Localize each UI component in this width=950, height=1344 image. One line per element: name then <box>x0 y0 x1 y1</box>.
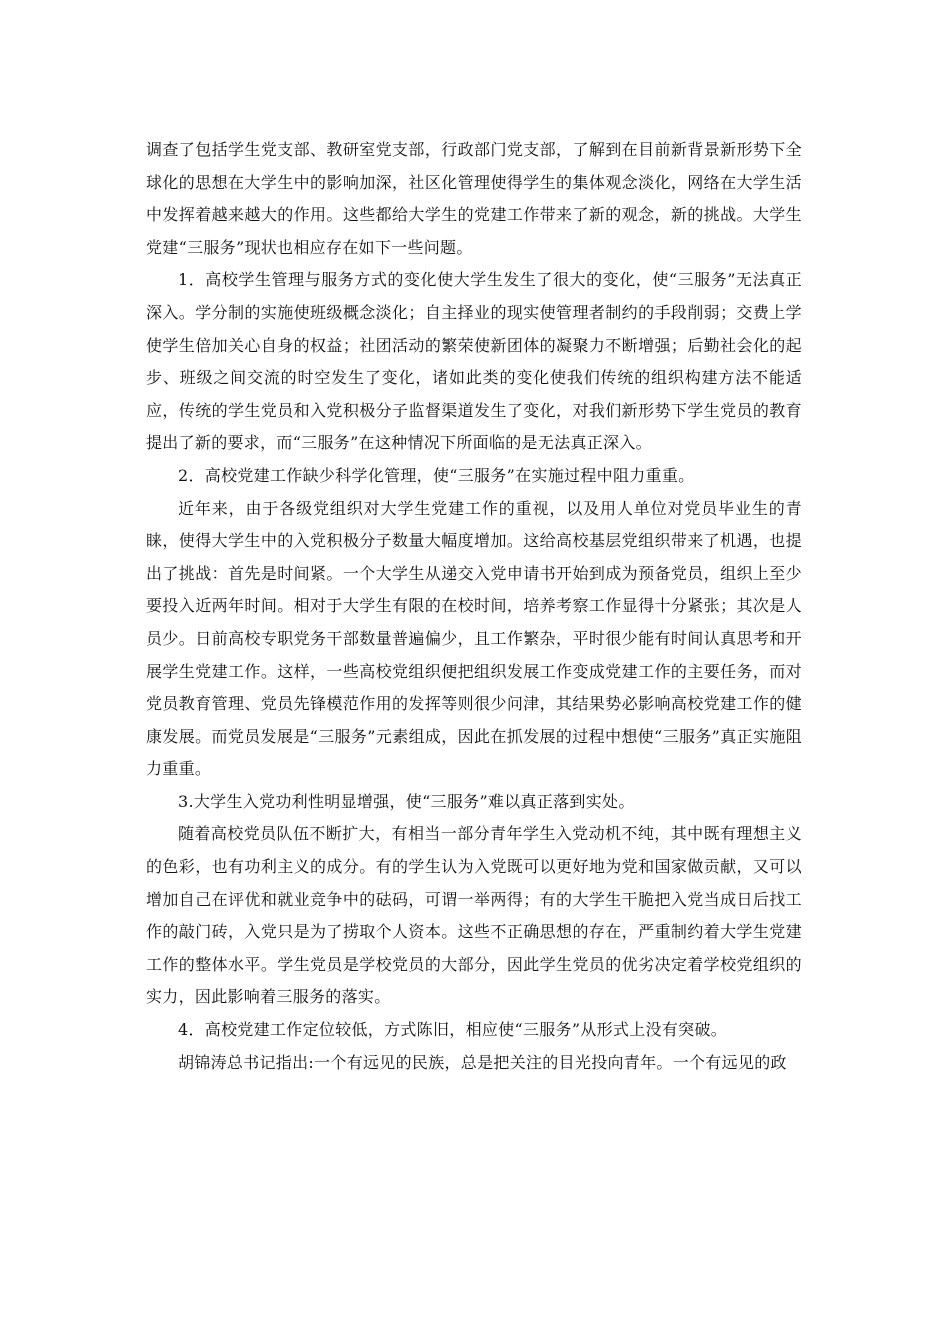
paragraph-point-2-heading: 2．高校党建工作缺少科学化管理，使“三服务”在实施过程中阻力重重。 <box>178 465 695 485</box>
paragraph-point-4-heading: 4．高校党建工作定位较低，方式陈旧，相应使“三服务”从形式上没有突破。 <box>178 1020 728 1040</box>
paragraph-point-2-body: 近年来，由于各级党组织对大学生党建工作的重视，以及用人单位对党员毕业生的青睐，使得大学生中的入党积极分子数量大幅度增加。这给高校基层党组织带来了机遇，也提出了挑战：首先是时间紧。一个大学生从递交入党申请书开始到成为预备党员，组织上至少要投入近两年时间。相对于大学生有限的在校时间，培养考察工作显得十分紧张；其次是人员少。日前高校专职党务干部数量普遍偏少，且工作繁杂，平时很少能有时间认真思考和开展学生党建工作。这样，一些高校党组织便把组织发展工作变成党建工作的主要任务，而对党员教育管理、党员先锋模范作用的发挥等则很少问津，其结果势必影响高校党建工作的健康发展。而党员发展是“三服务”元素组成，因此在抓发展的过程中想使“三服务”真正实施阻力重重。 <box>146 498 802 779</box>
paragraph-point-4-body: 胡锦涛总书记指出:一个有远见的民族，总是把关注的目光投向青年。一个有远见的政 <box>178 1052 787 1072</box>
paragraph-point-1: 1．高校学生管理与服务方式的变化使大学生发生了很大的变化，使“三服务”无法真正深入。学分制的实施使班级概念淡化；自主择业的现实使管理者制约的手段削弱；交费上学使学生倍加关心自身的权益；社团活动的繁荣使新团体的凝聚力不断增强；后勤社会化的起步、班级之间交流的时空发生了变化，诸如此类的变化使我们传统的组织构建方法不能适应，传统的学生党员和入党积极分子监督渠道发生了变化，对我们新形势下学生党员的教育提出了新的要求，而“三服务”在这种情况下所面临的是无法真正深入。 <box>146 270 802 453</box>
document-page <box>146 134 802 1079</box>
paragraph-point-3-body: 随着高校党员队伍不断扩大，有相当一部分青年学生入党动机不纯，其中既有理想主义的色彩，也有功利主义的成分。有的学生认为入党既可以更好地为党和国家做贡献，又可以增加自己在评优和就业竞争中的砝码，可谓一举两得；有的大学生干脆把入党当成日后找工作的敲门砖，入党只是为了捞取个人资本。这些不正确思想的存在，严重制约着大学生党建工作的整体水平。学生党员是学校党员的大部分，因此学生党员的优劣决定着学校党组织的实力，因此影响着三服务的落实。 <box>146 824 802 1007</box>
paragraph-intro: 调查了包括学生党支部、教研室党支部，行政部门党支部，了解到在目前新背景新形势下全球化的思想在大学生中的影响加深，社区化管理使得学生的集体观念淡化，网络在大学生活中发挥着越来越大的作用。这些都给大学生的党建工作带来了新的观念，新的挑战。大学生党建“三服务”现状也相应存在如下一些问题。 <box>146 140 802 257</box>
paragraph-point-3-heading: 3.大学生入党功利性明显增强，使“三服务”难以真正落到实处。 <box>178 791 635 811</box>
